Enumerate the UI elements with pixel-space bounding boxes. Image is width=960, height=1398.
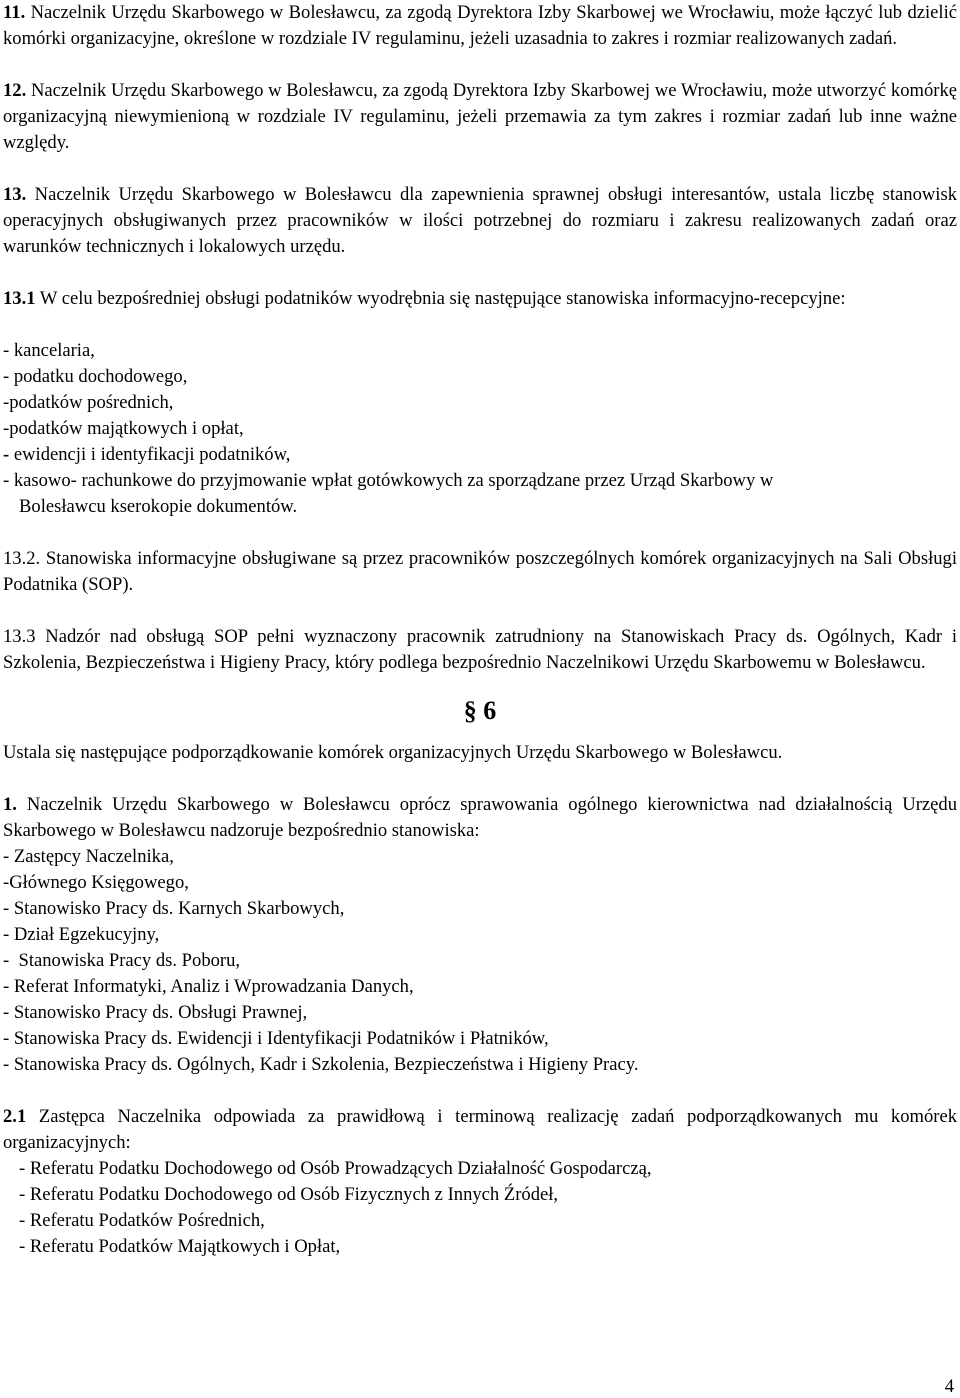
paragraph-number: 12. (3, 80, 27, 101)
list-item-continuation: Bolesławcu kserokopie dokumentów. (19, 496, 298, 517)
reception-stations-list (3, 338, 957, 520)
page-number: 4 (944, 1376, 954, 1397)
point-1 (3, 792, 957, 844)
list-item: - Referatu Podatków Majątkowych i Opłat, (19, 1236, 341, 1257)
paragraph-13-3: 13.3 Nadzór nad obsługą SOP pełni wyznaczony pracownik zatrudniony na Stanowiskach Pracy ds. Ogólnych, Kadr i Szkolenia, Bezpieczeństwa i Higieny Pracy, który podlega bezpośrednio Naczelnikowi Urzędu Skarbowemu w Bolesławcu. (3, 626, 957, 673)
paragraph-text: Naczelnik Urzędu Skarbowego w Bolesławcu dla zapewnienia sprawnej obsługi interesantów, ustala liczbę stanowisk operacyjnych obsługiwanych przez pracowników w ilości potrzebnej do rozmiaru i zakresu realizowanych zadań oraz warunków technicznych i lokalowych urzędu. (3, 184, 957, 257)
list-item: - Referatu Podatku Dochodowego od Osób Prowadzących Działalność Gospodarczą, (19, 1158, 652, 1179)
supervised-positions-list (3, 844, 957, 1078)
point-number: 1. (3, 794, 17, 815)
list-item: - Stanowiska Pracy ds. Poboru, (3, 950, 241, 971)
list-item: - Stanowisko Pracy ds. Obsługi Prawnej, (3, 1002, 308, 1023)
list-item: - Dział Egzekucyjny, (3, 924, 160, 945)
paragraph-number: 11. (3, 2, 26, 23)
paragraph-12 (3, 78, 957, 156)
paragraph-number: 13.1 (3, 288, 36, 309)
list-item: - Referatu Podatków Pośrednich, (19, 1210, 265, 1231)
list-item: - Stanowiska Pracy ds. Ewidencji i Identyfikacji Podatników i Płatników, (3, 1028, 549, 1049)
list-item: - Stanowiska Pracy ds. Ogólnych, Kadr i Szkolenia, Bezpieczeństwa i Higieny Pracy. (3, 1054, 639, 1075)
list-item: - podatku dochodowego, (3, 366, 188, 387)
list-item: - kasowo- rachunkowe do przyjmowanie wpłat gotówkowych za sporządzane przez Urząd Skarbowy w (3, 470, 774, 491)
list-item: - Stanowisko Pracy ds. Karnych Skarbowych, (3, 898, 345, 919)
point-text: Naczelnik Urzędu Skarbowego w Bolesławcu oprócz sprawowania ogólnego kierownictwa nad działalnością Urzędu Skarbowego w Bolesławcu nadzoruje bezpośrednio stanowiska: (3, 794, 958, 841)
list-item-dash: - (3, 444, 10, 465)
point-2-1 (3, 1104, 957, 1156)
document-body (3, 0, 957, 1260)
section-heading (3, 696, 957, 726)
intro-paragraph: Ustala się następujące podporządkowanie komórek organizacyjnych Urzędu Skarbowego w Bolesławcu. (3, 742, 783, 763)
list-item: - Referatu Podatku Dochodowego od Osób Fizycznych z Innych Źródeł, (19, 1184, 559, 1205)
point-text: Zastępca Naczelnika odpowiada za prawidłową i terminową realizację zadań podporządkowanych mu komórek organizacyjnych: (3, 1106, 957, 1153)
paragraph-text: Naczelnik Urzędu Skarbowego w Bolesławcu, za zgodą Dyrektora Izby Skarbowej we Wrocławiu, może łączyć lub dzielić komórki organizacyjne, określone w rozdziale IV regulaminu, jeżeli uzasadnia to zakres i rozmiar realizowanych zadań. (3, 2, 957, 49)
list-item: - Referat Informatyki, Analiz i Wprowadzania Danych, (3, 976, 414, 997)
section-sign: § 6 (463, 696, 497, 725)
list-item: - Zastępcy Naczelnika, (3, 846, 174, 867)
paragraph-13-2: 13.2. Stanowiska informacyjne obsługiwane są przez pracowników poszczególnych komórek organizacyjnych na Sali Obsługi Podatnika (SOP). (3, 548, 957, 595)
list-item: - kancelaria, (3, 340, 95, 361)
paragraph-11 (3, 0, 957, 52)
paragraph-text: Naczelnik Urzędu Skarbowego w Bolesławcu, za zgodą Dyrektora Izby Skarbowej we Wrocławiu, może utworzyć komórkę organizacyjną niewymienioną w rozdziale IV regulaminu, jeżeli przemawia za tym zakres i rozmiar zadań lub inne ważne względy. (3, 80, 957, 153)
paragraph-13 (3, 182, 957, 260)
paragraph-text: W celu bezpośredniej obsługi podatników wyodrębnia się następujące stanowiska informacyjno-recepcyjne: (39, 288, 846, 309)
list-item: -podatków majątkowych i opłat, (3, 418, 244, 439)
list-item: -podatków pośrednich, (3, 392, 174, 413)
point-number: 2.1 (3, 1106, 27, 1127)
subordinate-units-list (3, 1156, 957, 1260)
list-item: -Głównego Księgowego, (3, 872, 189, 893)
paragraph-number: 13. (3, 184, 27, 205)
paragraph-13-1 (3, 286, 957, 312)
list-item-text: ewidencji i identyfikacji podatników, (9, 444, 291, 465)
list-item (3, 442, 957, 468)
